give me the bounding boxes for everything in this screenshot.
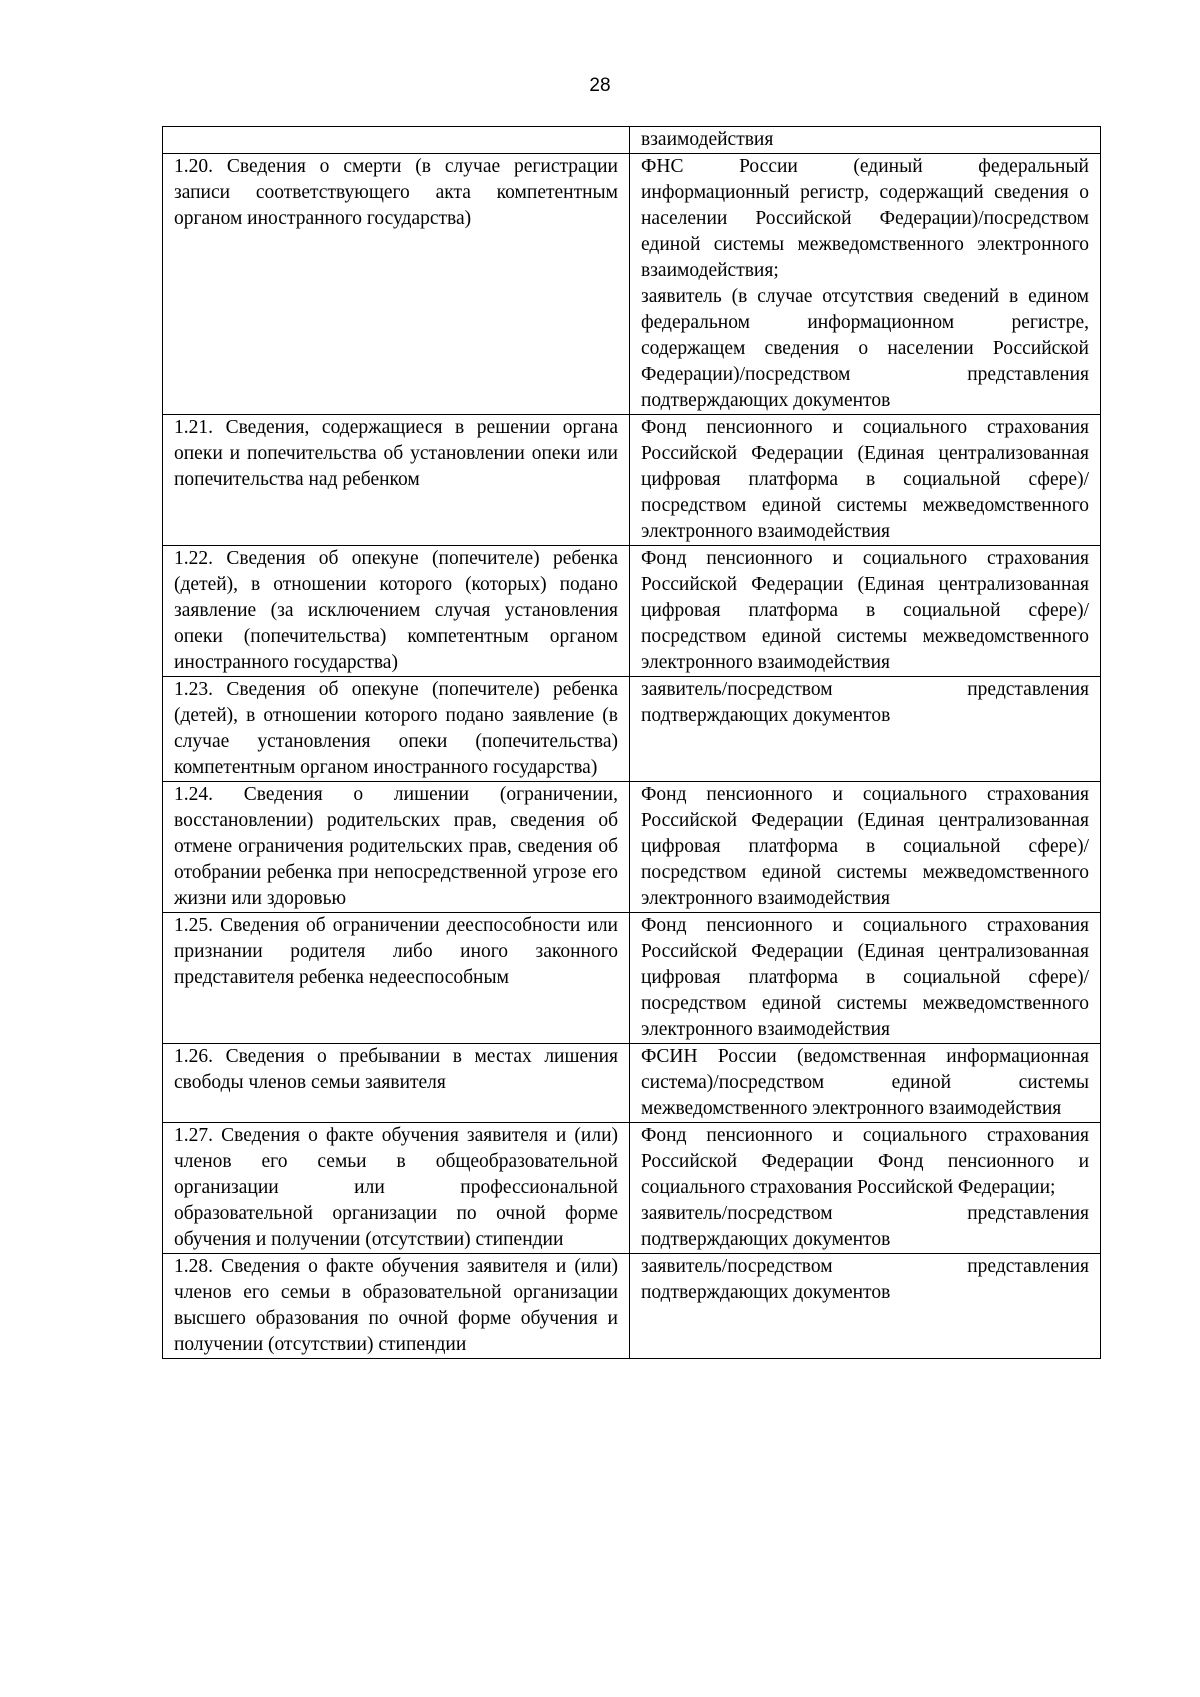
info-source-text: ФНС России (единый федеральный информационный регистр, содержащий сведения о населении Российской Федерации)/посредством единой системы межведомственного электронного взаимодействия; заявитель (в случае отсутствия сведений в едином федеральном информационном регистре, содержащем сведения о населении Российской Федерации)/посредством представления подтверждающих документов xyxy=(641,156,1089,411)
info-source-cell xyxy=(630,415,1101,546)
info-description-text: 1.23. Сведения об опекуне (попечителе) ребенка (детей), в отношении которого подано заявление (в случае установления опеки (попечительства) компетентным органом иностранного государства) xyxy=(174,679,618,778)
info-source-cell xyxy=(630,782,1101,913)
info-source-cell xyxy=(630,1044,1101,1123)
info-source-cell xyxy=(630,154,1101,415)
info-source-text: Фонд пенсионного и социального страхования Российской Федерации (Единая централизованная цифровая платформа в социальной сфере)/посредством единой системы межведомственного электронного взаимодействия xyxy=(641,915,1089,1040)
info-description-text: 1.21. Сведения, содержащиеся в решении органа опеки и попечительства об установлении опеки или попечительства над ребенком xyxy=(174,417,618,490)
table-row xyxy=(163,415,1101,546)
info-description-cell xyxy=(163,1123,630,1254)
info-description-text: 1.28. Сведения о факте обучения заявителя и (или) членов его семьи в образовательной организации высшего образования по очной форме обучения и получении (отсутствии) стипендии xyxy=(174,1256,618,1355)
info-description-text: 1.22. Сведения об опекуне (попечителе) ребенка (детей), в отношении которого (которых) подано заявление (за исключением случая установления опеки (попечительства) компетентным органом иностранного государства) xyxy=(174,548,618,673)
info-description-cell xyxy=(163,677,630,782)
info-source-cell xyxy=(630,1254,1101,1359)
info-source-cell xyxy=(630,913,1101,1044)
info-source-cell xyxy=(630,546,1101,677)
info-description-cell xyxy=(163,1044,630,1123)
info-description-cell xyxy=(163,1254,630,1359)
info-source-text: заявитель/посредством представления подтверждающих документов xyxy=(641,679,1089,726)
info-source-text: ФСИН России (ведомственная информационная система)/посредством единой системы межведомственного электронного взаимодействия xyxy=(641,1046,1089,1119)
table-row xyxy=(163,1254,1101,1359)
info-source-cell xyxy=(630,127,1101,154)
page-number: 28 xyxy=(589,75,611,96)
info-description-text: 1.20. Сведения о смерти (в случае регистрации записи соответствующего акта компетентным органом иностранного государства) xyxy=(174,156,618,229)
info-source-text: Фонд пенсионного и социального страхования Российской Федерации Фонд пенсионного и социального страхования Российской Федерации; заявитель/посредством представления подтверждающих документов xyxy=(641,1125,1089,1250)
info-description-text: 1.24. Сведения о лишении (ограничении, восстановлении) родительских прав, сведения об отмене ограничения родительских прав, сведения об отобрании ребенка при непосредственной угрозе его жизни или здоровью xyxy=(174,784,618,909)
table-row xyxy=(163,1123,1101,1254)
sources-table xyxy=(162,126,1101,1359)
info-description-cell xyxy=(163,913,630,1044)
info-source-cell xyxy=(630,677,1101,782)
info-description-cell xyxy=(163,782,630,913)
info-source-text: Фонд пенсионного и социального страхования Российской Федерации (Единая централизованная цифровая платформа в социальной сфере)/посредством единой системы межведомственного электронного взаимодействия xyxy=(641,784,1089,909)
info-description-text: 1.26. Сведения о пребывании в местах лишения свободы членов семьи заявителя xyxy=(174,1046,618,1093)
info-description-text: 1.27. Сведения о факте обучения заявителя и (или) членов его семьи в общеобразовательной организации или профессиональной образовательной организации по очной форме обучения и получении (отсутствии) стипендии xyxy=(174,1125,618,1250)
table-row xyxy=(163,127,1101,154)
info-source-text: Фонд пенсионного и социального страхования Российской Федерации (Единая централизованная цифровая платформа в социальной сфере)/посредством единой системы межведомственного электронного взаимодействия xyxy=(641,417,1089,542)
info-source-text: взаимодействия xyxy=(641,129,774,150)
info-description-cell xyxy=(163,546,630,677)
info-source-text: заявитель/посредством представления подтверждающих документов xyxy=(641,1256,1089,1303)
table-row xyxy=(163,546,1101,677)
info-source-cell xyxy=(630,1123,1101,1254)
table-row xyxy=(163,677,1101,782)
info-source-text: Фонд пенсионного и социального страхования Российской Федерации (Единая централизованная цифровая платформа в социальной сфере)/посредством единой системы межведомственного электронного взаимодействия xyxy=(641,548,1089,673)
info-description-text: 1.25. Сведения об ограничении дееспособности или признании родителя либо иного законного представителя ребенка недееспособным xyxy=(174,915,618,988)
info-description-cell xyxy=(163,415,630,546)
table-row xyxy=(163,913,1101,1044)
table-row xyxy=(163,782,1101,913)
info-description-cell xyxy=(163,154,630,415)
table-row xyxy=(163,1044,1101,1123)
table-row xyxy=(163,154,1101,415)
info-description-cell xyxy=(163,127,630,154)
